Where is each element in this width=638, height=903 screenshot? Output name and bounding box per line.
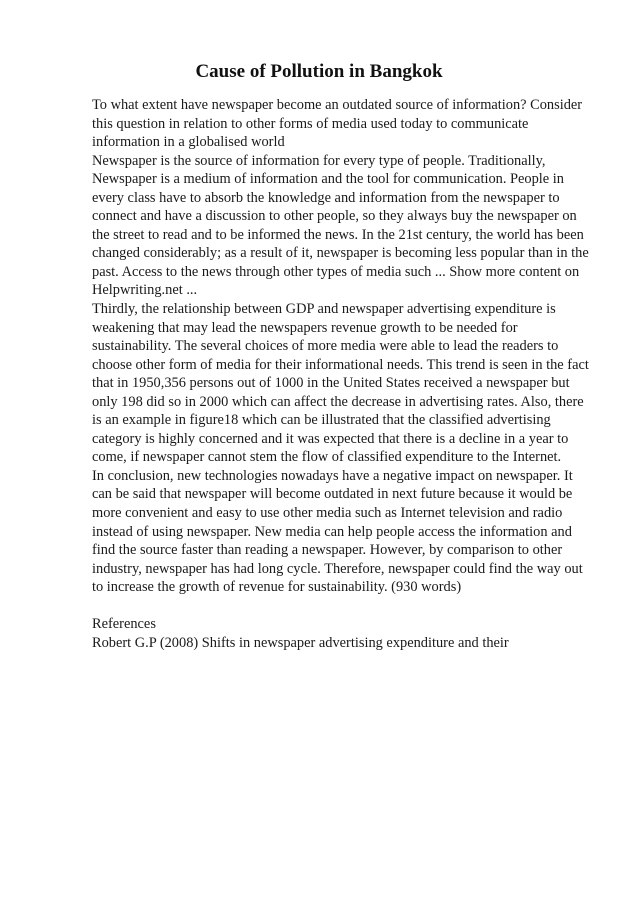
body-paragraph: Thirdly, the relationship between GDP and newspaper advertising expenditure is weakening that may lead the newspapers revenue growth to be needed for sustainability. The several choices of more media were able to lead the readers to choose other form of media for their informational needs. This trend is seen in the fact that in 1950,356 persons out of 1000 in the United States received a newspaper but only 198 did so in 2000 which can affect the decrease in advertising rates. Also, there is an example in figure18 which can be illustrated that the classified advertising category is highly concerned and it was expected that there is a decline in a year to come, if newspaper cannot stem the flow of classified expenditure to the Internet.	[92, 301, 589, 466]
conclusion-paragraph: In conclusion, new technologies nowadays have a negative impact on newspaper. It can be said that newspaper will become outdated in next future because it would be more convenient and easy to use other media such as Internet television and radio instead of using newspaper. New media can help people access the information and find the source faster than reading a newspaper. However, by comparison to other industry, newspaper has had long cycle. Therefore, newspaper could find the way out to increase the growth of revenue for sustainability. (930 words)	[92, 467, 583, 596]
document-body	[92, 96, 592, 652]
question-paragraph: To what extent have newspaper become an outdated source of information? Consider this question in relation to other forms of media used today to communicate information in a globalised world	[92, 97, 583, 151]
references-heading: References	[92, 616, 156, 633]
paragraph-spacer	[92, 597, 592, 616]
document-title: Cause of Pollution in Bangkok	[195, 61, 443, 82]
introduction-paragraph: Newspaper is the source of information for every type of people. Traditionally, Newspaper is a medium of information and the tool for communication. People in every class have to absorb the knowledge and information from the newspaper to connect and have a discussion to other people, so they always buy the newspaper on the street to read and to be informed the news. In the 21st century, the world has been changed considerably; as a result of it, newspaper is becoming less popular than in the past. Access to the news through other types of media such ... Show more content on Helpwriting.net ...	[92, 152, 589, 299]
reference-entry: Robert G.P (2008) Shifts in newspaper advertising expenditure and their	[92, 634, 509, 651]
